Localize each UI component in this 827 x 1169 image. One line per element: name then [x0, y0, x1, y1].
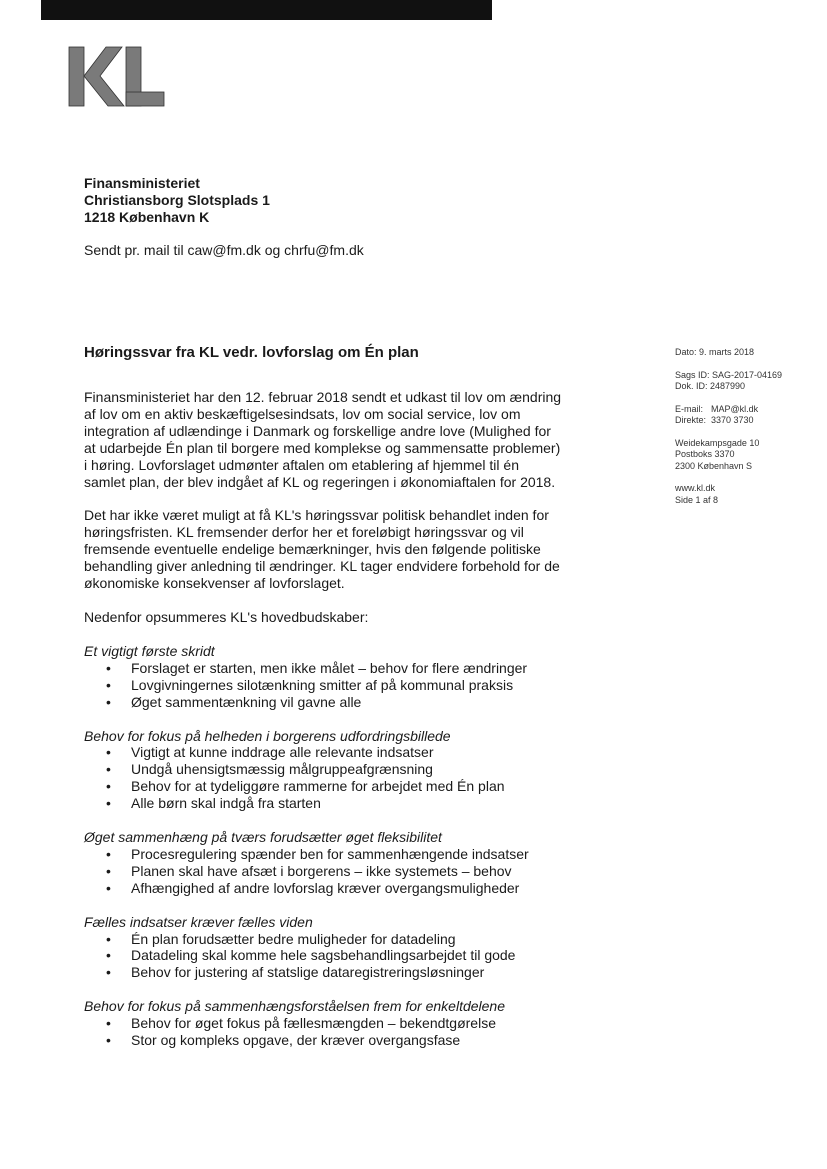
recipient-line-2: Christiansborg Slotsplads 1: [84, 192, 270, 208]
po-box: Postboks 3370: [675, 449, 735, 459]
email-value: MAP@kl.dk: [711, 403, 759, 414]
sent-note: Sendt pr. mail til caw@fm.dk og chrfu@fm.dk: [84, 242, 364, 258]
paragraph: Nedenfor opsummeres KL's hovedbudskaber:: [84, 608, 369, 625]
list-item: • Behov for at tydeliggøre rammerne for arbejdet med Én plan: [131, 778, 564, 795]
list-item: • Behov for øget fokus på fællesmængden – bekendtgørelse: [131, 1015, 564, 1032]
recipient-address: [84, 175, 270, 226]
direct-label: Direkte:: [675, 415, 707, 425]
list-item: • Lovgivningernes silotænkning smitter af på kommunal praksis: [131, 677, 564, 694]
list-item: • Behov for justering af statslige dataregistreringsløsninger: [131, 964, 564, 981]
street: Weidekampsgade 10: [675, 437, 760, 448]
list-item: • Undgå uhensigtsmæssig målgruppeafgrænsning: [131, 761, 564, 778]
paragraph: Finansministeriet har den 12. februar 2018 sendt et udkast til lov om ændring af lov om en aktiv beskæftigelsesindsats, lov om social service, lov om integration af udlændinge i Danmark og forskellige andre love (Mulighed for at udarbejde Én plan til borgere med komplekse og sammensatte problemer) i høring. Lovforslaget udmønter aftalen om etablering af hjemmel til én samlet plan, der blev indgået af KL og regeringen i økonomiaftalen for 2018.: [84, 389, 562, 490]
recipient-line-3: 1218 København K: [84, 209, 210, 225]
list-item: • Øget sammentænkning vil gavne alle: [131, 694, 564, 711]
section-heading: Fælles indsatser kræver fælles viden: [84, 913, 313, 930]
list-item: • Datadeling skal komme hele sagsbehandlingsarbejdet til gode: [131, 947, 564, 964]
list-item: • Afhængighed af andre lovforslag kræver overgangsmuligheder: [131, 880, 564, 897]
section-heading: Behov for fokus på helheden i borgerens udfordringsbillede: [84, 727, 451, 744]
list-item: • Procesregulering spænder ben for sammenhængende indsatser: [131, 846, 564, 863]
direct-value: 3370 3730: [711, 415, 754, 425]
list-item: • Planen skal have afsæt i borgerens – ikke systemets – behov: [131, 863, 564, 880]
letter-body: [84, 389, 564, 1066]
paragraph: Det har ikke været muligt at få KL's høringssvar politisk behandlet inden for høringsfristen. KL fremsender derfor her et foreløbigt høringssvar og vil fremsende eventuelle endelige bemærkninger, hvis den følgende politiske behandling giver anledning til ændringer. KL tager endvidere forbehold for de økonomiske konsekvenser af lovforslaget.: [84, 507, 560, 592]
section-heading: Øget sammenhæng på tværs forudsætter øget fleksibilitet: [84, 829, 442, 846]
bullet-list: [84, 744, 564, 812]
website: www.kl.dk: [675, 483, 716, 493]
sidebar-metadata: [675, 347, 782, 517]
list-item: • Forslaget er starten, men ikke målet – behov for flere ændringer: [131, 660, 564, 677]
kl-logo: [68, 46, 168, 113]
top-black-bar: [41, 0, 492, 20]
city: 2300 København S: [675, 460, 753, 471]
date-line: Dato: 9. marts 2018: [675, 347, 755, 357]
bullet-list: [84, 931, 564, 982]
list-item: • Én plan forudsætter bedre muligheder for datadeling: [131, 931, 564, 948]
bullet-list: [84, 1015, 564, 1049]
section-heading: Behov for fokus på sammenhængsforståelsen frem for enkeltdelene: [84, 998, 506, 1015]
bullet-list: [84, 660, 564, 711]
list-item: • Vigtigt at kunne inddrage alle relevante indsatser: [131, 744, 564, 761]
email-label: E-mail:: [675, 403, 704, 414]
list-item: • Alle børn skal indgå fra starten: [131, 795, 564, 812]
recipient-line-1: Finansministeriet: [84, 175, 200, 191]
page-number: Side 1 af 8: [675, 494, 719, 505]
list-item: • Stor og kompleks opgave, der kræver overgangsfase: [131, 1032, 564, 1049]
case-id: Sags ID: SAG-2017-04169: [675, 369, 783, 380]
letter-title: Høringssvar fra KL vedr. lovforslag om Én plan: [84, 344, 419, 361]
bullet-list: [84, 846, 564, 897]
section-heading: Et vigtigt første skridt: [84, 642, 215, 659]
doc-id: Dok. ID: 2487990: [675, 381, 746, 391]
